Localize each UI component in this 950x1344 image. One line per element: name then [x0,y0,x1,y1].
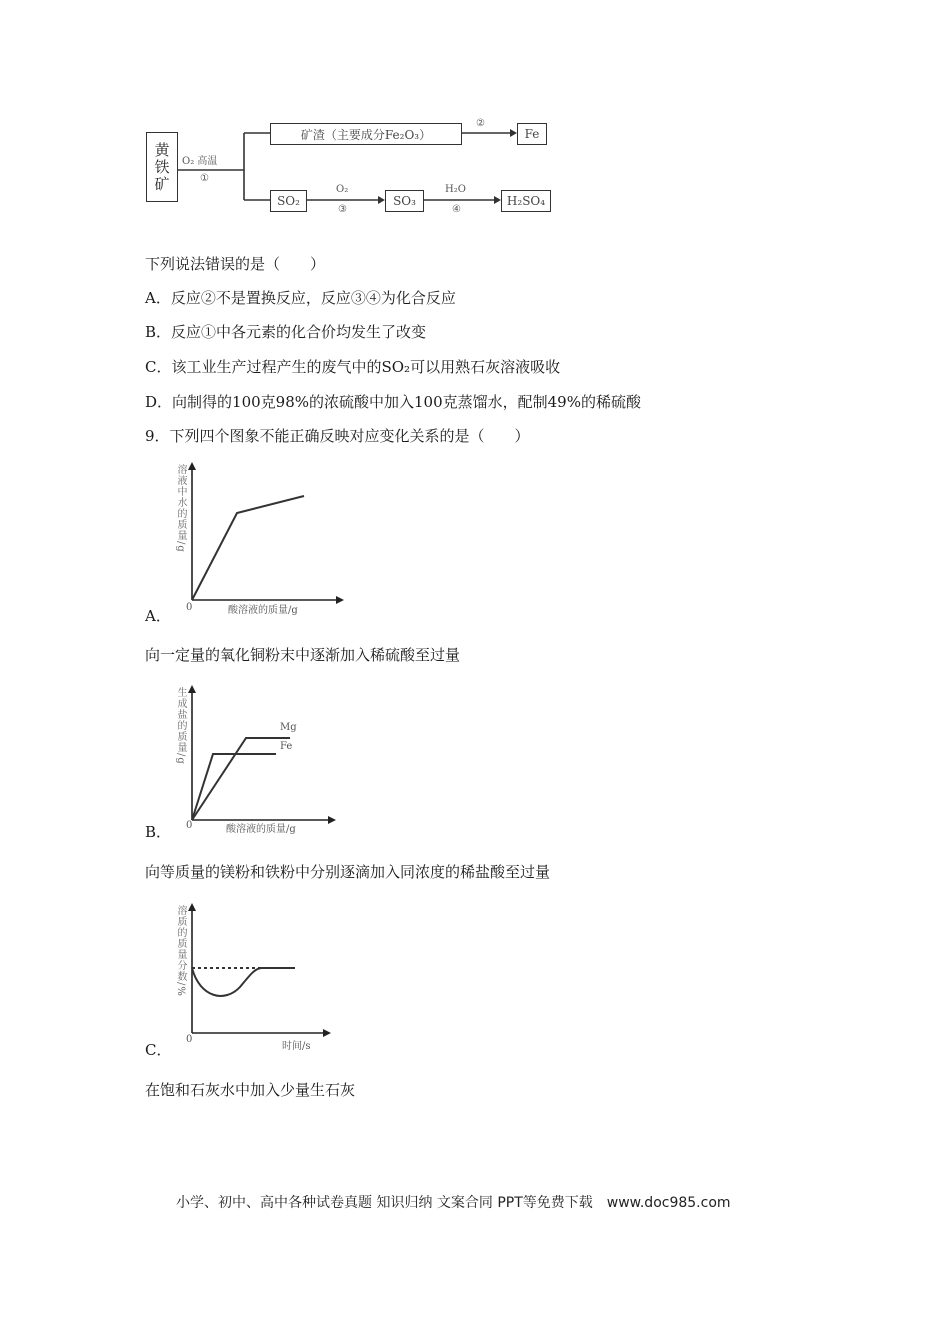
q8-stem: 下列说法错误的是（ ） [145,255,326,273]
so2-box [270,190,307,212]
graph-b-ylabel: 生成盐的质量/g [175,687,186,765]
graph-a-plot [170,462,350,617]
graph-a-origin: 0 [186,602,193,613]
page-footer: 小学、初中、高中各种试卷真题 知识归纳 文案合同 PPT等免费下载 www.doc985.com [176,1195,731,1211]
cond1-bottom: ① [200,173,209,184]
graph-c [170,903,350,1053]
q8-option-b: B．反应①中各元素的化合价均发生了改变 [145,323,427,341]
graph-b-series-mg: Mg [280,722,297,733]
step3-label: ③ [338,204,347,215]
graph-a-xlabel: 酸溶液的质量/g [228,605,298,616]
so2-label: SO₂ [277,194,300,208]
graph-c-curve [192,968,295,996]
pyrite-box [146,132,178,202]
pyrite-label: 黄铁矿 [152,141,171,193]
graph-b-letter: B． [145,823,172,841]
q8-option-a: A．反应②不是置换反应，反应③④为化合反应 [145,289,456,307]
graph-c-ylabel: 溶质的质量分数/% [175,905,186,997]
q8-option-d: D．向制得的100克98%的浓硫酸中加入100克蒸馏水，配制49%的稀硫酸 [145,393,641,411]
cond1-top: O₂ 高温 [182,156,218,167]
so3-box [385,190,424,212]
so3-label: SO₃ [393,194,416,208]
graph-b-fe-line [192,754,276,820]
graph-c-origin: 0 [186,1034,193,1045]
graph-b-series-fe: Fe [280,741,293,752]
graph-b-xlabel: 酸溶液的质量/g [226,824,296,835]
graph-a-desc: 向一定量的氧化铜粉末中逐渐加入稀硫酸至过量 [145,646,461,664]
graph-c-desc: 在饱和石灰水中加入少量生石灰 [145,1081,356,1099]
fe-box [517,123,547,145]
flow-diagram [140,110,580,220]
graph-a-letter: A． [145,607,171,625]
graph-b-desc: 向等质量的镁粉和铁粉中分别逐滴加入同浓度的稀盐酸至过量 [145,863,551,881]
graph-c-letter: C． [145,1041,172,1059]
q9-stem: 9．下列四个图象不能正确反映对应变化关系的是（ ） [145,427,530,445]
graph-c-xlabel: 时间/s [282,1041,311,1052]
step4-label: ④ [452,204,461,215]
q8-option-c: C．该工业生产过程产生的废气中的SO₂可以用熟石灰溶液吸收 [145,358,561,376]
graph-a-curve [192,496,304,600]
graph-b [170,685,350,835]
graph-b-plot [170,685,350,835]
slag-box [270,123,462,145]
slag-label: 矿渣（主要成分Fe₂O₃） [300,127,432,142]
fe-label: Fe [524,127,540,141]
o2-label: O₂ [336,184,349,195]
h2so4-box [501,190,551,212]
graph-c-plot [170,903,350,1053]
h2o-label: H₂O [445,184,466,195]
graph-b-origin: 0 [186,820,193,831]
graph-b-mg-line [192,738,293,820]
step2-label: ② [476,118,485,129]
graph-a [170,462,350,617]
graph-a-ylabel: 溶液中水的质量/g [175,464,186,553]
h2so4-label: H₂SO₄ [506,194,546,208]
